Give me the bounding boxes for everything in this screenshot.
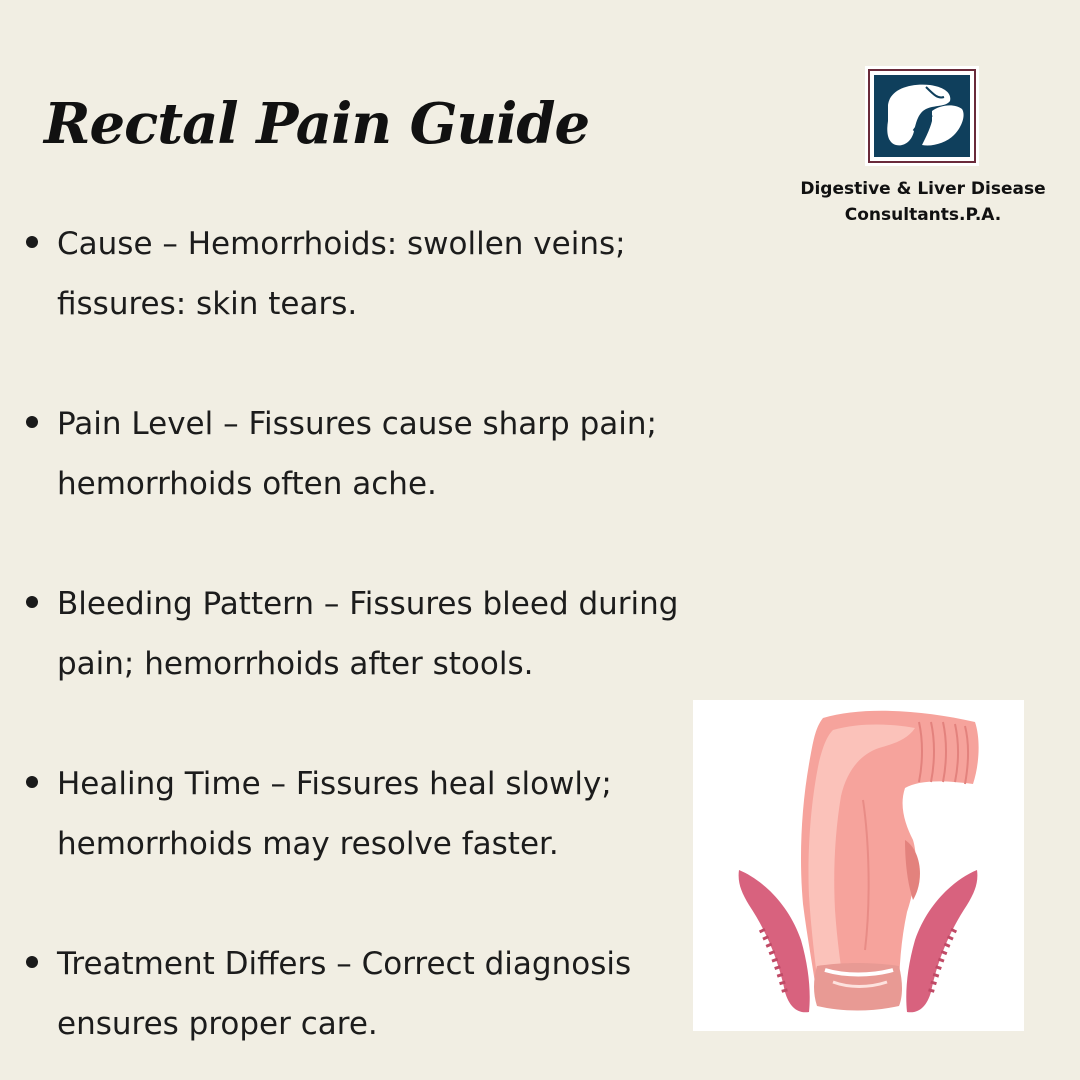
bullet-line: Pain Level – Fissures cause sharp pain; [57,406,657,442]
bullet-dot-icon [26,416,38,428]
company-name-line2: Consultants.P.A. [844,205,1002,225]
bullet-text [57,574,717,694]
bullet-dot-icon [26,236,38,248]
bullet-line: Cause – Hemorrhoids: swollen veins; [57,226,626,262]
bullet-dot-icon [26,956,38,968]
bullet-line: hemorrhoids often ache. [57,466,437,502]
bullet-text [57,394,717,514]
bullet-line: Bleeding Pattern – Fissures bleed during [57,586,679,622]
bullet-dot-icon [26,776,38,788]
rectum-anatomy-illustration [693,700,1024,1031]
bullet-line: ensures proper care. [57,1006,378,1042]
bullet-text [57,214,717,334]
bullet-text [57,934,717,1054]
bullet-line: fissures: skin tears. [57,286,358,322]
bullet-text [57,754,717,874]
digestive-organ-logo-icon [874,75,970,157]
logo-frame [868,69,976,163]
company-name-line1: Digestive & Liver Disease [800,179,1046,199]
bullet-line: Treatment Differs – Correct diagnosis [57,946,632,982]
bullet-dot-icon [26,596,38,608]
illustration-panel [693,700,1024,1031]
page-title: Rectal Pain Guide [44,91,590,157]
bullet-line: pain; hemorrhoids after stools. [57,646,534,682]
bullet-line: hemorrhoids may resolve faster. [57,826,559,862]
company-name [782,176,1064,228]
company-logo [865,66,979,166]
bullet-line: Healing Time – Fissures heal slowly; [57,766,612,802]
